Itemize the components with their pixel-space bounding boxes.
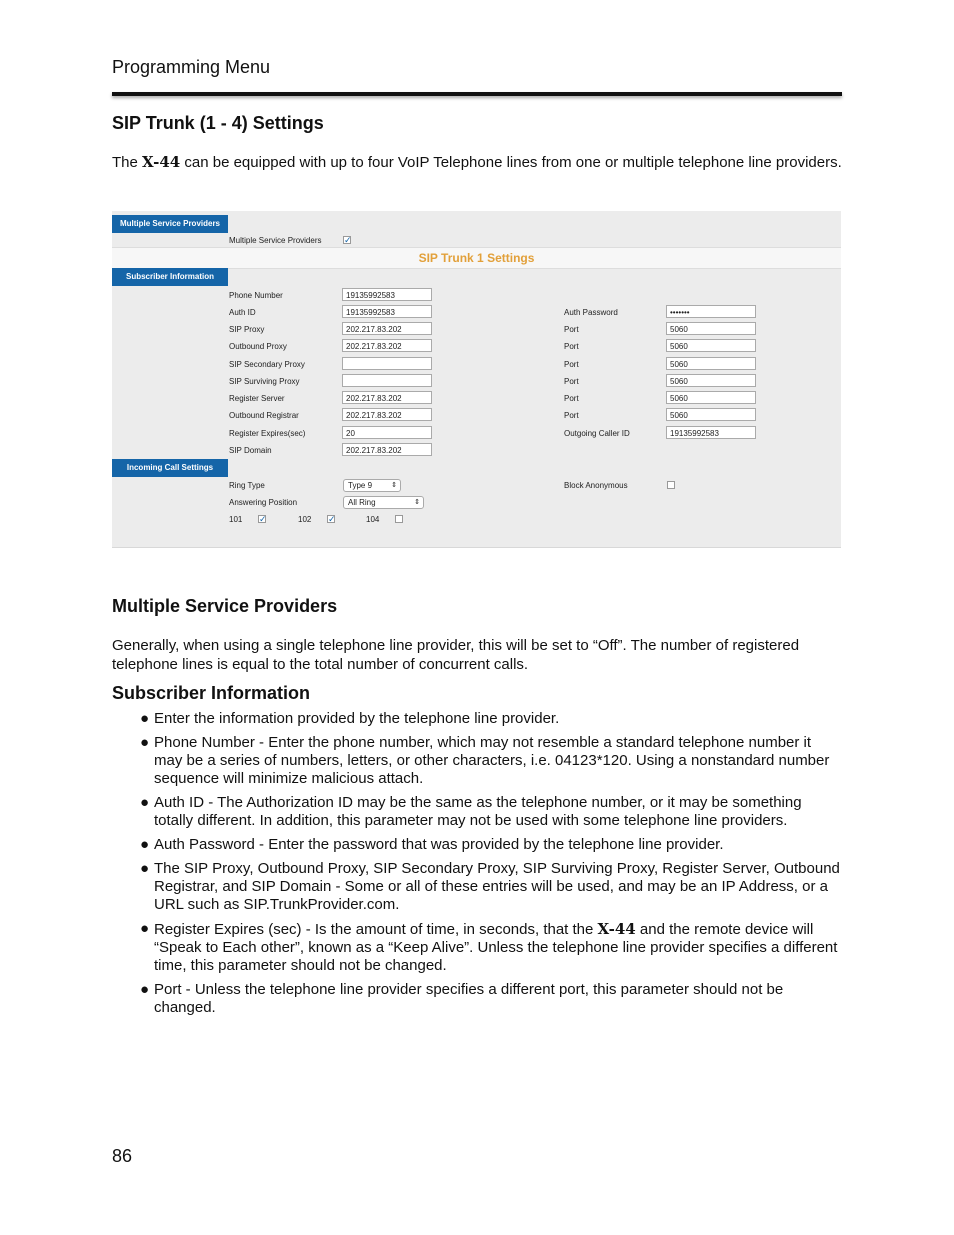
bullet-icon: ● [140, 734, 150, 751]
outbound-registrar-input[interactable]: 202.217.83.202 [342, 408, 432, 421]
register-expires-input[interactable]: 20 [342, 426, 432, 439]
field-label: Phone Number [229, 291, 283, 300]
section-tab-incoming-call-settings: Incoming Call Settings [112, 459, 228, 477]
field-label: Port [564, 411, 579, 420]
subscriber-bullet-list [112, 710, 842, 1023]
intro-text-after: can be equipped with up to four VoIP Telephone lines from one or multiple telephone line providers. [180, 154, 842, 171]
ring-type-select[interactable] [343, 479, 401, 492]
list-item [112, 920, 842, 975]
port-input[interactable]: 5060 [666, 322, 756, 335]
select-arrows-icon: ⇕ [391, 482, 397, 489]
field-label: Outbound Proxy [229, 342, 287, 351]
field-label: Outbound Registrar [229, 411, 299, 420]
extension-label: 102 [298, 515, 312, 524]
port-input[interactable]: 5060 [666, 374, 756, 387]
msp-label: Multiple Service Providers [229, 236, 322, 245]
phone-number-input[interactable]: 19135992583 [342, 288, 432, 301]
list-item [112, 981, 842, 1017]
field-label: Port [564, 342, 579, 351]
field-label: Outgoing Caller ID [564, 429, 630, 438]
extension-104-checkbox[interactable] [395, 515, 403, 523]
field-label: SIP Surviving Proxy [229, 377, 300, 386]
field-label: Port [564, 394, 579, 403]
sip-trunk-title: SIP Trunk 1 Settings [418, 251, 535, 265]
model-name: X-44 [142, 153, 181, 171]
model-name: X-44 [597, 920, 636, 938]
field-label: SIP Proxy [229, 325, 265, 334]
field-label: SIP Domain [229, 446, 272, 455]
answering-position-select[interactable] [343, 496, 424, 509]
block-anonymous-label: Block Anonymous [564, 481, 628, 490]
section-heading-subscriber-information: Subscriber Information [112, 683, 311, 703]
answering-position-value: All Ring [348, 498, 376, 507]
bullet-icon: ● [140, 860, 150, 877]
list-item-text-after: and the remote device will “Speak to Each other”, known as a “Keep Alive”. Unless the telephone line provider specifies a different time, this parameter should not be changed. [154, 921, 838, 974]
auth-password-input[interactable]: ••••••• [666, 305, 756, 318]
list-item-text: Auth ID - The Authorization ID may be the same as the telephone number, or it may be something totally different. In addition, this parameter may not be used with some telephone line providers. [154, 794, 802, 829]
list-item-text: Port - Unless the telephone line provider specifies a different port, this parameter should not be changed. [154, 981, 784, 1016]
field-label: Port [564, 377, 579, 386]
sip-secondary-proxy-input[interactable] [342, 357, 432, 370]
list-item-text-before: Register Expires (sec) - Is the amount of time, in seconds, that the [154, 921, 598, 938]
intro-paragraph [112, 153, 842, 172]
header-rule [112, 92, 842, 96]
bullet-icon: ● [140, 920, 150, 937]
sip-domain-input[interactable]: 202.217.83.202 [342, 443, 432, 456]
page-number: 86 [112, 1146, 133, 1166]
bullet-icon: ● [140, 836, 150, 853]
bullet-icon: ● [140, 981, 150, 998]
bullet-icon: ● [140, 710, 150, 727]
port-input[interactable]: 5060 [666, 408, 756, 421]
section-tab-subscriber-information: Subscriber Information [112, 268, 228, 286]
block-anonymous-checkbox[interactable] [667, 481, 675, 489]
extension-102-checkbox[interactable]: ✓ [328, 514, 336, 524]
register-server-input[interactable]: 202.217.83.202 [342, 391, 432, 404]
auth-id-input[interactable]: 19135992583 [342, 305, 432, 318]
answering-position-label: Answering Position [229, 498, 298, 507]
ring-type-value: Type 9 [348, 481, 373, 490]
list-item [112, 836, 842, 854]
intro-text-before: The [112, 154, 143, 171]
field-label: SIP Secondary Proxy [229, 360, 305, 369]
sip-proxy-input[interactable]: 202.217.83.202 [342, 322, 432, 335]
bullet-icon: ● [140, 794, 150, 811]
port-input[interactable]: 5060 [666, 339, 756, 352]
port-input[interactable]: 5060 [666, 391, 756, 404]
list-item-text: Phone Number - Enter the phone number, which may not resemble a standard telephone number it may be a series of numbers, letters, or other characters, i.e. 04123*120. Using a nonstandard number sequence will minimize malicious attach. [154, 734, 830, 787]
list-item-text: The SIP Proxy, Outbound Proxy, SIP Secondary Proxy, SIP Surviving Proxy, Register Server, Outbound Registrar, and SIP Domain - Some or all of these entries will be used, and may be an IP Address, or a URL such as SIP.TrunkProvider.com. [154, 860, 840, 913]
field-label: Port [564, 325, 579, 334]
sip-surviving-proxy-input[interactable] [342, 374, 432, 387]
field-label: Port [564, 360, 579, 369]
running-header: Programming Menu [112, 57, 271, 77]
list-item-text: Enter the information provided by the telephone line provider. [154, 710, 560, 727]
section-heading-sip-trunk: SIP Trunk (1 - 4) Settings [112, 113, 324, 133]
outbound-proxy-input[interactable]: 202.217.83.202 [342, 339, 432, 352]
sip-trunk-settings-screenshot [112, 211, 841, 548]
ring-type-label: Ring Type [229, 481, 265, 490]
field-label: Auth ID [229, 308, 256, 317]
section-tab-multiple-service-providers: Multiple Service Providers [112, 215, 228, 233]
port-input[interactable]: 5060 [666, 357, 756, 370]
list-item [112, 734, 842, 788]
extension-label: 104 [366, 515, 380, 524]
list-item-text: Auth Password - Enter the password that was provided by the telephone line provider. [154, 836, 724, 853]
list-item [112, 860, 842, 914]
extension-101-checkbox[interactable]: ✓ [259, 514, 267, 524]
select-arrows-icon: ⇕ [414, 499, 420, 506]
extension-label: 101 [229, 515, 243, 524]
section-heading-multiple-service-providers: Multiple Service Providers [112, 596, 338, 616]
list-item [112, 794, 842, 830]
field-label: Auth Password [564, 308, 618, 317]
field-label: Register Server [229, 394, 285, 403]
msp-checkbox[interactable]: ✓ [344, 235, 352, 245]
field-label: Register Expires(sec) [229, 429, 306, 438]
list-item [112, 710, 842, 728]
msp-paragraph: Generally, when using a single telephone line provider, this will be set to “Off”. The number of registered telephone lines is equal to the total number of concurrent calls. [112, 637, 800, 673]
outgoing-caller-id-input[interactable]: 19135992583 [666, 426, 756, 439]
